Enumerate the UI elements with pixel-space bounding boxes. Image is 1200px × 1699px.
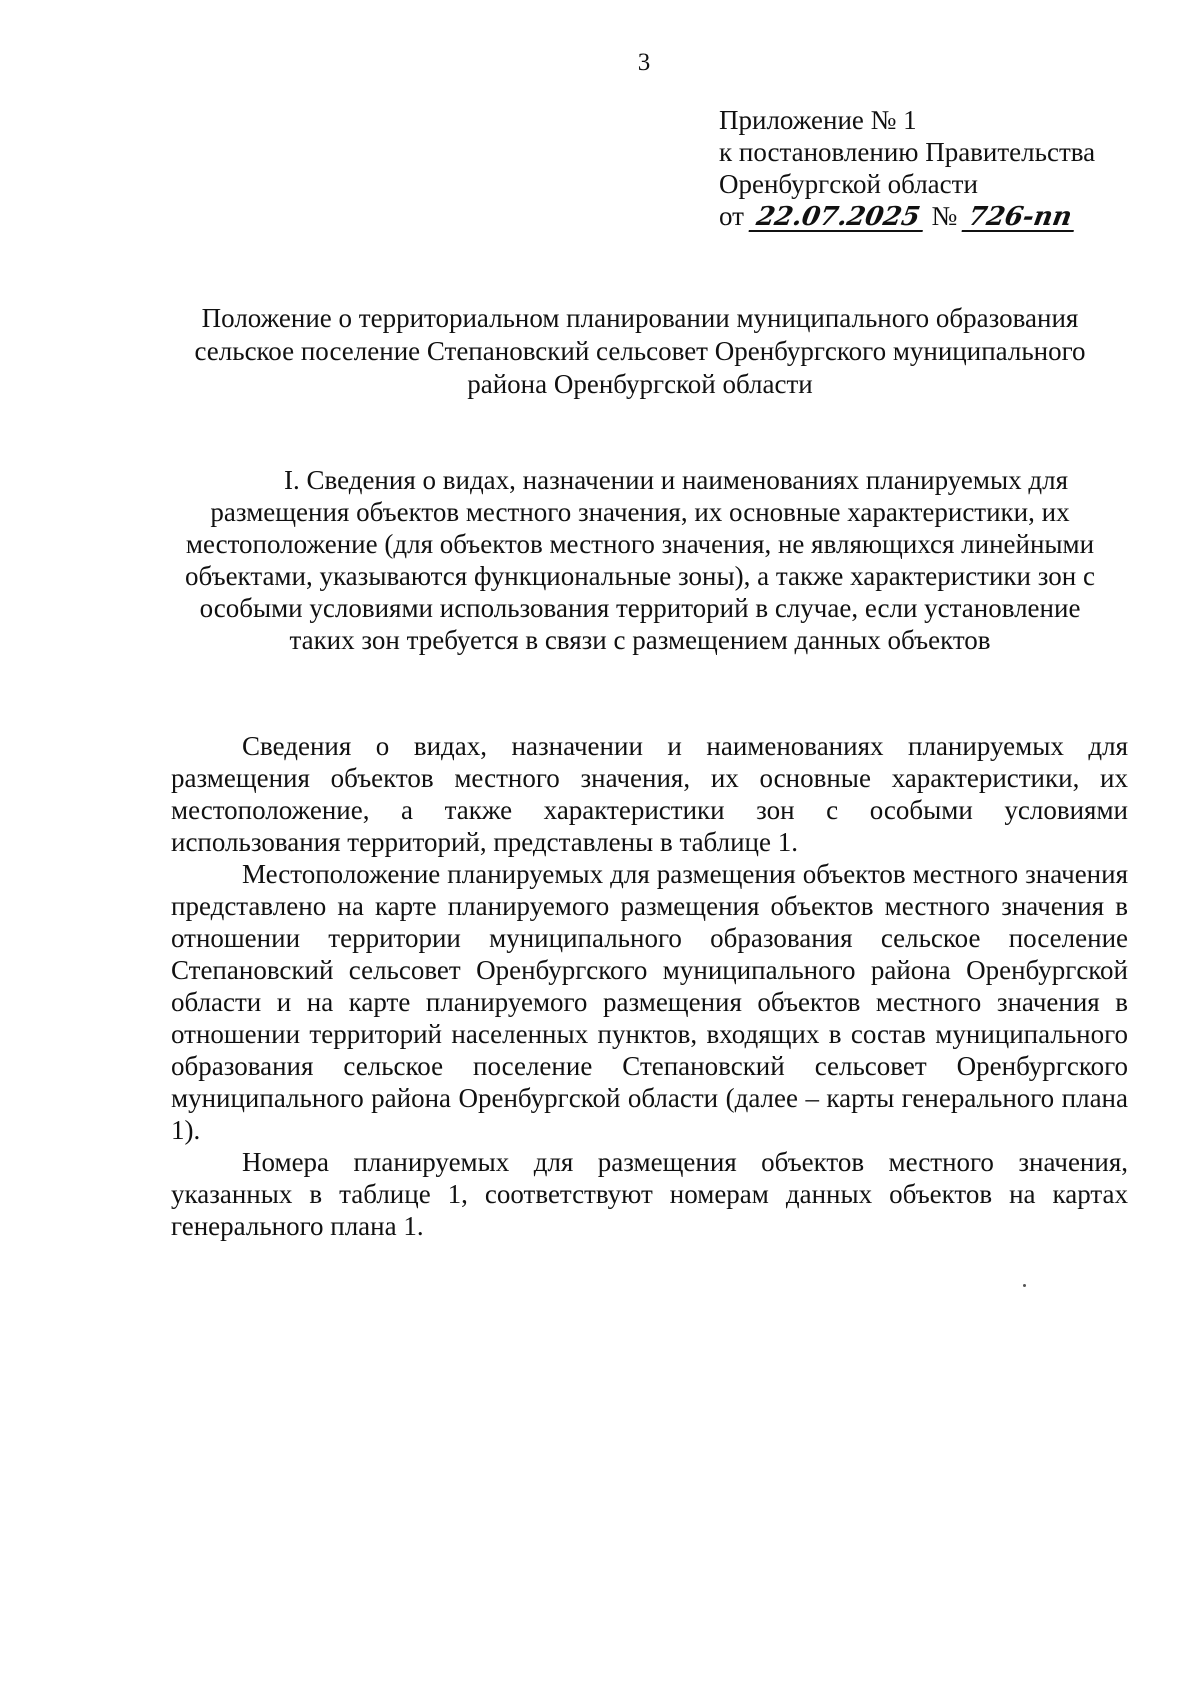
appendix-date-line bbox=[719, 200, 1159, 232]
appendix-line-1: Приложение № 1 bbox=[719, 105, 917, 135]
number-sign: № bbox=[931, 201, 958, 231]
paragraph-2: Местоположение планируемых для размещения объектов местного значения представлено на карте планируемого размещения объектов местного значения в отношении территории муниципального образования сельское поселение Степановский сельсовет Оренбургского муниципального района Оренбургской области и на карте планируемого размещения объектов местного значения в отношении территорий населенных пунктов, входящих в состав муниципального образования сельское поселение Степановский сельсовет Оренбургского муниципального района Оренбургской области (далее – карты генерального плана 1). bbox=[171, 859, 1128, 1145]
document-title: Положение о территориальном планировании муниципального образования сельское поселение Степановский сельсовет Оренбургского муниципального района Оренбургской области bbox=[194, 303, 1086, 399]
body-text bbox=[171, 730, 1128, 1242]
page-number: 3 bbox=[637, 49, 651, 76]
handwritten-date: 22.07.2025 bbox=[748, 204, 927, 232]
section-heading: I. Сведения о видах, назначении и наименованиях планируемых для размещения объектов местного значения, их основные характеристики, их местоположение (для объектов местного значения, не являющихся линейными объектами, указываются функциональные зоны), а также характеристики зон с особыми условиями использования территорий в случае, если установление таких зон требуется в связи с размещением данных объектов bbox=[185, 465, 1095, 655]
date-prefix: от bbox=[719, 201, 744, 231]
appendix-line-3: Оренбургской области bbox=[719, 169, 978, 199]
handwritten-number: 726-пп bbox=[962, 204, 1079, 232]
paragraph-3: Номера планируемых для размещения объектов местного значения, указанных в таблице 1, соответствуют номерам данных объектов на картах генерального плана 1. bbox=[171, 1147, 1128, 1241]
scan-speck bbox=[1023, 1284, 1026, 1287]
appendix-line-2: к постановлению Правительства bbox=[719, 137, 1096, 167]
appendix-header bbox=[719, 104, 1159, 232]
paragraph-1: Сведения о видах, назначении и наименованиях планируемых для размещения объектов местного значения, их основные характеристики, их местоположение, а также характеристики зон с особыми условиями использования территорий, представлены в таблице 1. bbox=[171, 731, 1128, 857]
